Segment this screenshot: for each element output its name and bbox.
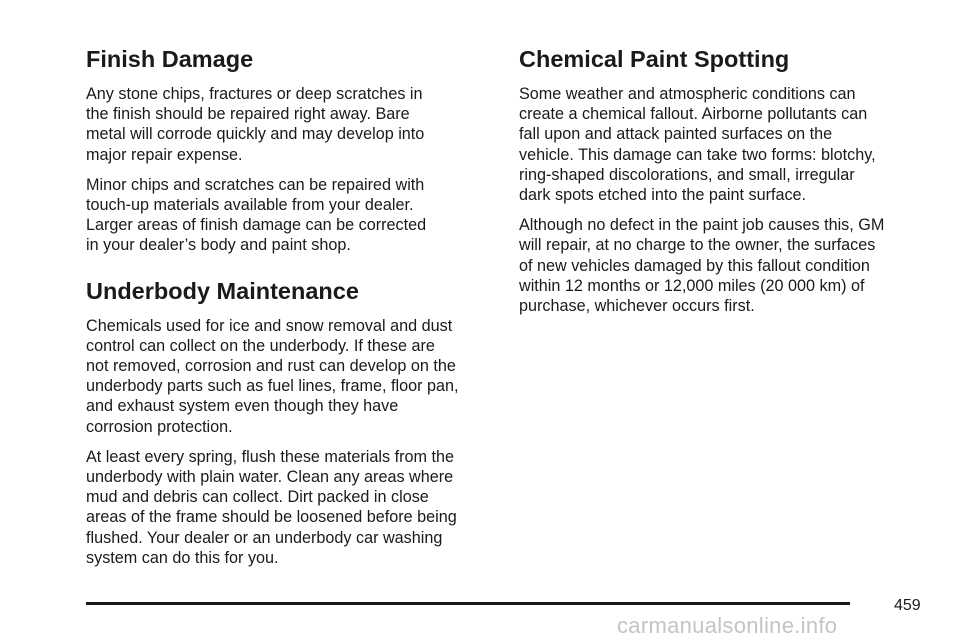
heading-finish-damage: Finish Damage [86, 46, 254, 72]
section-underbody-maintenance [86, 276, 502, 568]
chemical-spotting-paragraph-2: Although no defect in the paint job causes this, GM will repair, at no charge to the owner, the surfaces of new vehicles damaged by this fallout condition within 12 months or 12,000 miles (20 000 km) of purchase, whichever occurs first. [519, 216, 885, 316]
underbody-paragraph-2: At least every spring, flush these materials from the underbody with plain water. Clean any areas where mud and debris can collect. Dirt packed in close areas of the frame should be loosened before being flushed. Your dealer or an underbody car washing system can do this for you. [86, 447, 457, 567]
finish-damage-paragraph-1: Any stone chips, fractures or deep scratches in the finish should be repaired right away. Bare metal will corrode quickly and may develop into major repair expense. [86, 85, 425, 164]
finish-damage-paragraph-2: Minor chips and scratches can be repaired with touch-up materials available from your dealer. Larger areas of finish damage can be corrected in your dealer’s body and paint shop. [86, 175, 427, 255]
left-column [86, 44, 502, 578]
watermark: carmanualsonline.info [617, 613, 838, 638]
heading-underbody-maintenance: Underbody Maintenance [86, 277, 359, 304]
page-number: 459 [894, 597, 921, 614]
underbody-paragraph-1: Chemicals used for ice and snow removal and dust control can collect on the underbody. If these are not removed, corrosion and rust can develop on the underbody parts such as fuel lines, frame, floor pan, and exhaust system even though they have corrosion protection. [86, 316, 459, 436]
section-finish-damage [86, 44, 502, 256]
chemical-spotting-paragraph-1: Some weather and atmospheric conditions can create a chemical fallout. Airborne pollutants can fall upon and attack painted surfaces on the vehicle. This damage can take two forms: blotchy, ring-shaped discolorations, and small, irregular dark spots etched into the paint surface. [519, 85, 876, 205]
section-chemical-paint-spotting [519, 44, 935, 316]
footer-rule [86, 602, 850, 605]
heading-chemical-paint-spotting: Chemical Paint Spotting [519, 46, 790, 72]
right-column [519, 44, 935, 326]
